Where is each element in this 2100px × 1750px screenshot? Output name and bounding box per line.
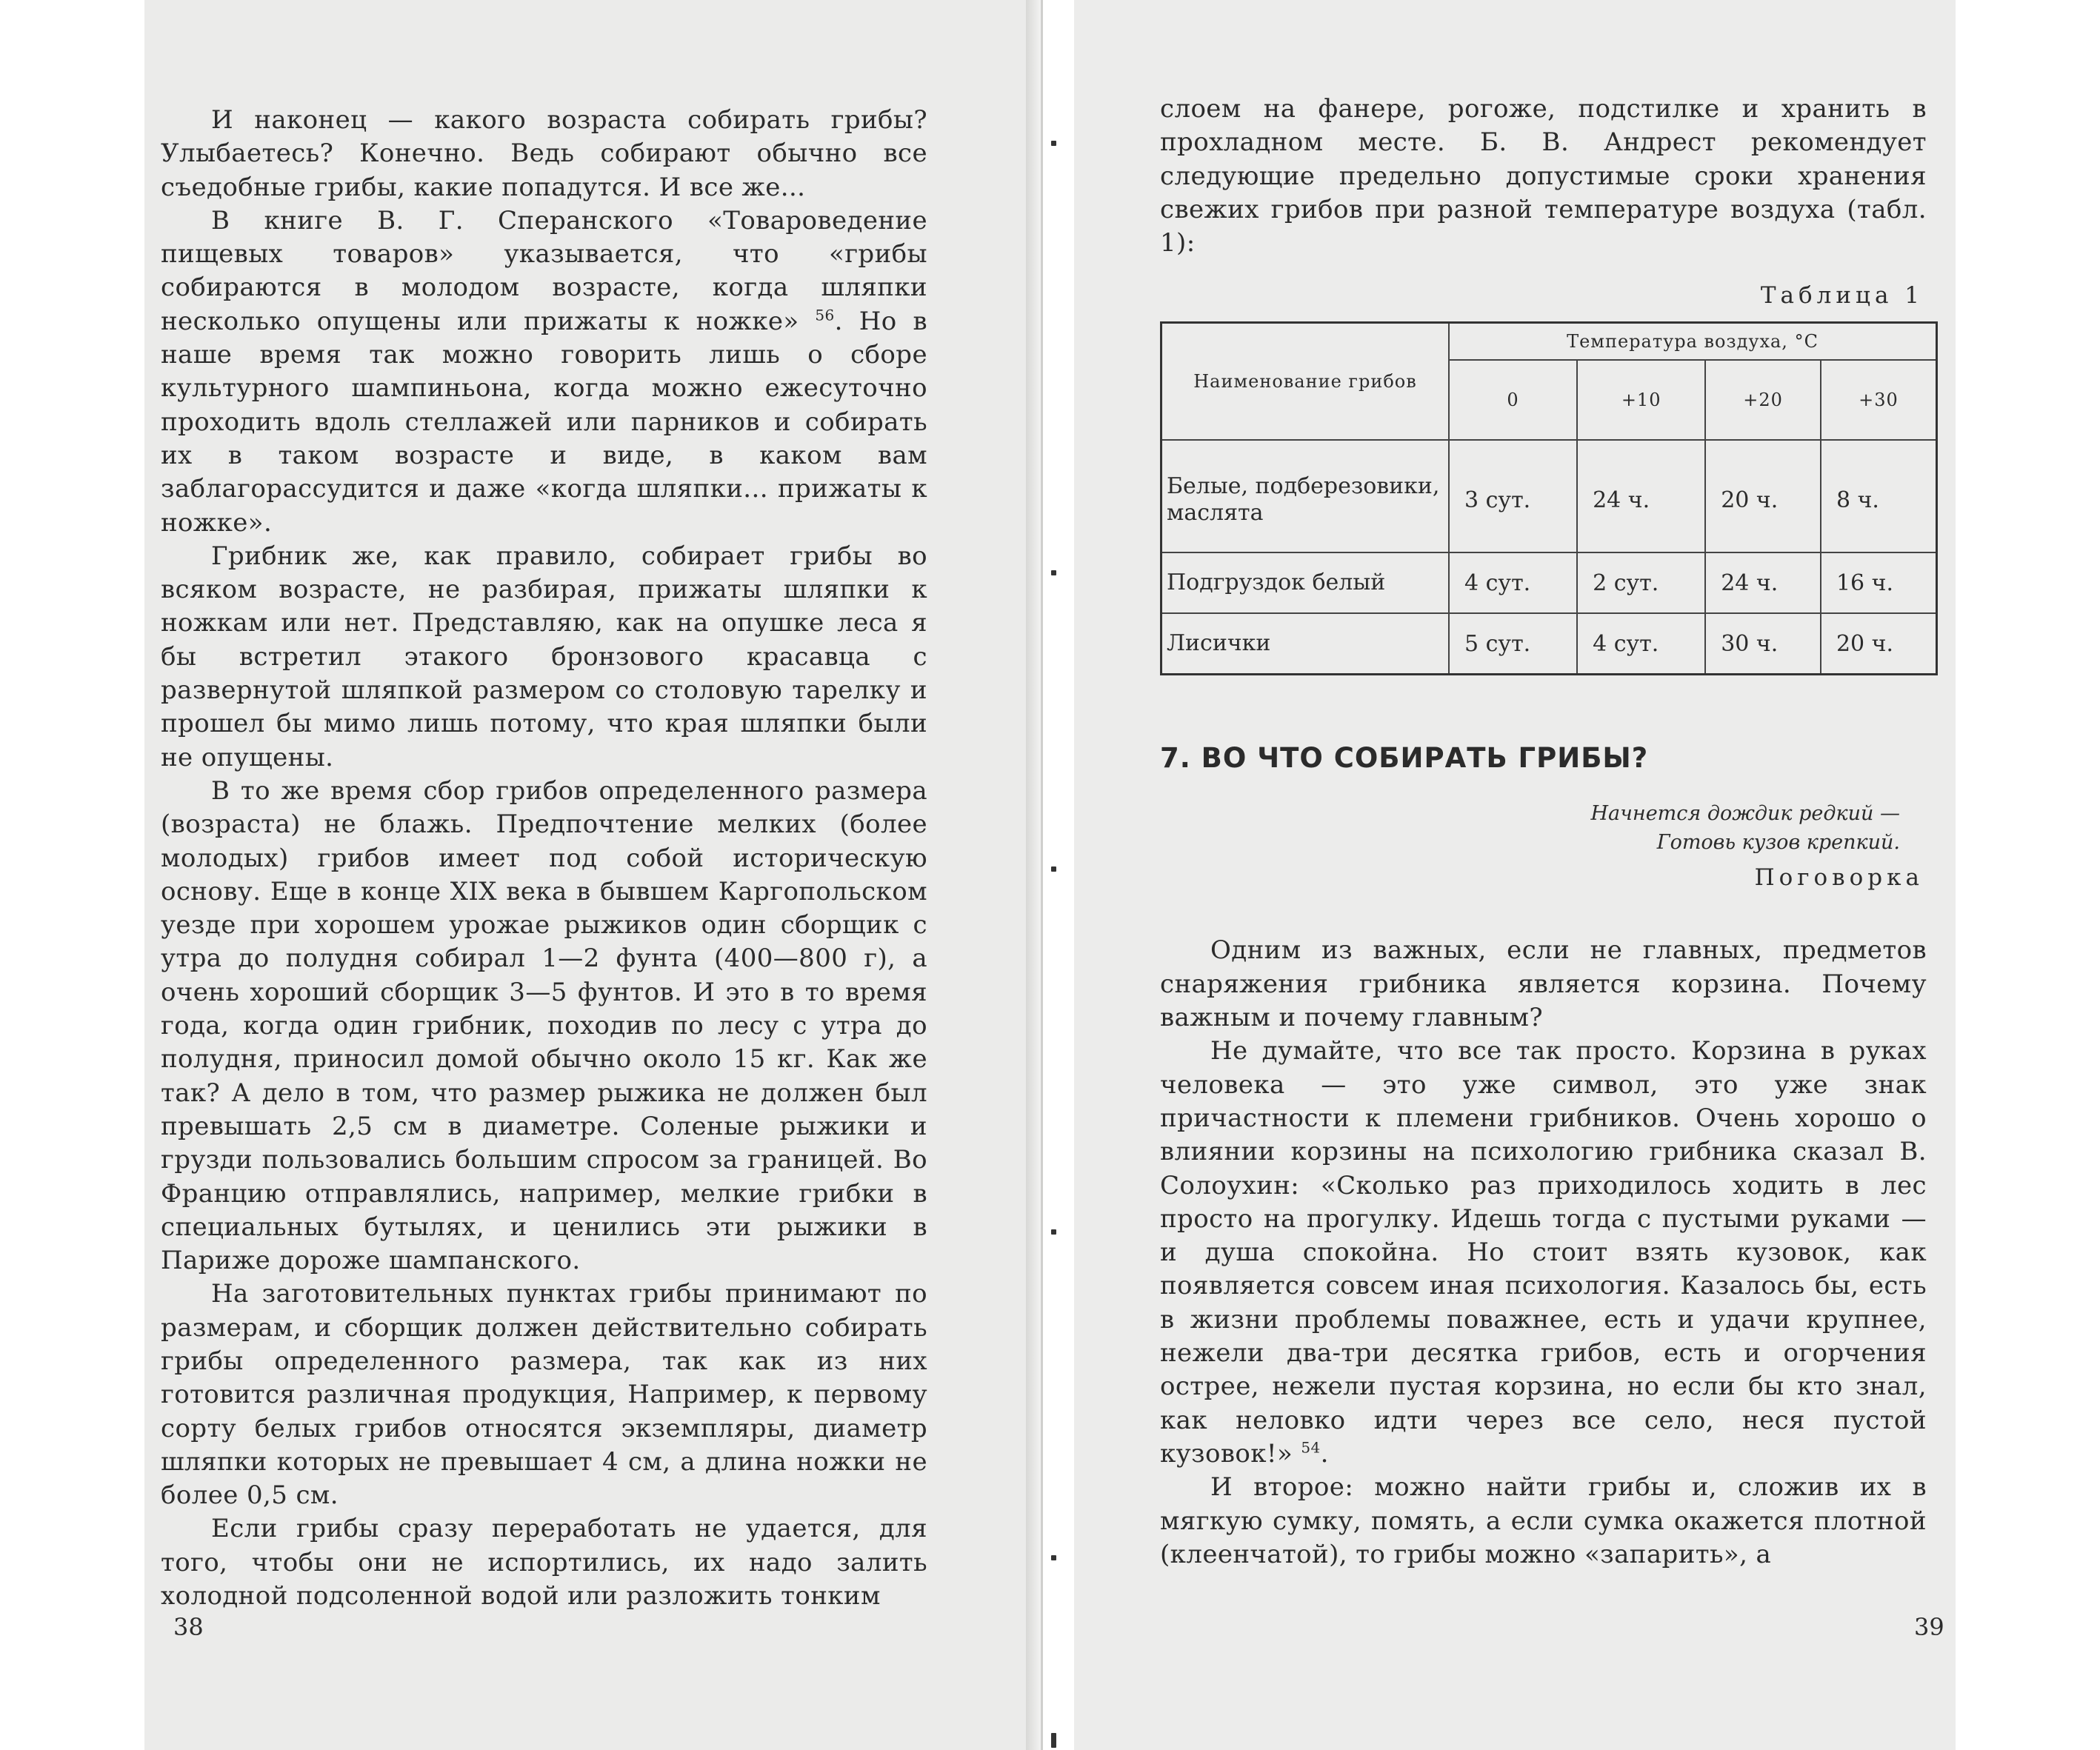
paragraph: Если грибы сразу переработать не удается, для того, чтобы они не испортились, их надо залить холодной подсоленной водой или разложить тонким [161, 1514, 927, 1612]
table-cell: 8 ч. [1821, 440, 1937, 552]
left-page-text [161, 104, 927, 1613]
epigraph [1160, 799, 1900, 857]
table-header-temp: +10 [1577, 360, 1705, 440]
paragraph [161, 204, 927, 540]
paragraph-text: . Но в наше время так можно говорить лишь о сборе культурного шампиньона, когда можно ежесуточно проходить вдоль стеллажей или парников и собирать их в таком возрасте и виде, в каком вам заблагорассудится и даже «когда шляпки... прижаты к ножке». [161, 306, 927, 538]
table-cell: 2 сут. [1577, 552, 1705, 613]
paragraph-text: Не думайте, что все так просто. Корзина в руках человека — это уже символ, это уже знак причастности к племени грибников. Очень хорошо о влиянии корзины на психологию грибника сказал В. Солоухин: «Сколько раз приходилось ходить в лес просто на прогулку. Идешь тогда с пустыми руками — и душа спокойна. Но стоит взять кузовок, как появляется совсем иная психология. Казалось бы, есть в жизни проблемы поважнее, есть и удачи крупнее, нежели два-три десятка грибов, есть и огорчения острее, нежели пустая корзина, но если бы кто знал, как неловко идти через все село, неся пустой кузовок!» [1160, 1036, 1927, 1469]
table-row [1161, 552, 1937, 613]
paragraph-text: . [1320, 1438, 1329, 1469]
table-header-temp: 0 [1449, 360, 1577, 440]
right-page-text [1160, 93, 1927, 1572]
paragraph: На заготовительных пунктах грибы принимают по размерам, и сборщик должен действительно собирать грибы определенного размера, так как из них готовится различная продукция, Например, к первому сорту белых грибов относятся экземпляры, диаметр шляпки которых не превышает 4 см, а длина ножки не более 0,5 см. [161, 1279, 927, 1511]
table-cell: 4 сут. [1449, 552, 1577, 613]
table-cell: 30 ч. [1705, 613, 1821, 675]
table-header-temp: +30 [1821, 360, 1937, 440]
table-cell: 5 сут. [1449, 613, 1577, 675]
paragraph [1160, 1035, 1927, 1471]
table-cell: 20 ч. [1705, 440, 1821, 552]
storage-table [1160, 321, 1938, 675]
table-cell: 24 ч. [1577, 440, 1705, 552]
page-number: 38 [173, 1613, 204, 1641]
table-cell: 24 ч. [1705, 552, 1821, 613]
epigraph-source: Поговорка [1754, 864, 1924, 892]
footnote-ref: 54 [1301, 1438, 1321, 1457]
table-cell: 3 сут. [1449, 440, 1577, 552]
paragraph: И второе: можно найти грибы и, сложив их в мягкую сумку, помять, а если сумка окажется плотной (клеенчатой), то грибы можно «запарить», а [1160, 1472, 1927, 1569]
paragraph: И наконец — какого возраста собирать грибы? Улыбаетесь? Конечно. Ведь собирают обычно все съедобные грибы, какие попадутся. И все же... [161, 105, 927, 202]
mushroom-name: Белые, подберезовики, маслята [1161, 440, 1450, 552]
paragraph: Грибник же, как правило, собирает грибы во всяком возрасте, не разбирая, прижаты шляпки к ножкам или нет. Представляю, как на опушке леса я бы встретил этакого бронзового красавца с развернутой шляпкой размером со столовую тарелку и прошел бы мимо лишь потому, что края шляпки были не опущены. [161, 541, 927, 772]
table-header-temperature: Температура воздуха, °С [1449, 323, 1937, 361]
book-gutter [1041, 0, 1043, 1750]
section-title: 7. ВО ЧТО СОБИРАТЬ ГРИБЫ? [1160, 742, 1649, 775]
table-caption: Таблица 1 [1760, 282, 1924, 310]
mushroom-name: Лисички [1161, 613, 1450, 675]
paragraph: В то же время сбор грибов определенного размера (возраста) не блажь. Предпочтение мелких (более молодых) грибов имеет под собой историческую основу. Еще в конце XIX века в бывшем Каргопольском уезде при хорошем урожае рыжиков один сборщик с утра до полудня собирал 1—2 фунта (400—800 г), а очень хороший сборщик 3—5 фунтов. И это в то время года, когда один грибник, походив по лесу с утра до полудня, приносил домой обычно около 15 кг. Как же так? А дело в том, что размер рыжика не должен был превышать 2,5 см в диаметре. Соленые рыжики и грузди пользовались большим спросом за границей. Во Францию отправлялись, например, мелкие грибки в специальных бутылях, и ценились эти рыжики в Париже дороже шампанского. [161, 775, 927, 1276]
paragraph: Одним из важных, если не главных, предметов снаряжения грибника является корзина. Почему важным и почему главным? [1160, 935, 1927, 1033]
table-header-name: Наименование грибов [1161, 323, 1450, 441]
epigraph-line: Начнется дождик редкий — [1590, 802, 1900, 826]
spine-mark [1051, 1555, 1056, 1560]
mushroom-name: Подгруздок белый [1161, 552, 1450, 613]
table-cell: 16 ч. [1821, 552, 1937, 613]
paragraph: слоем на фанере, рогоже, подстилке и хранить в прохладном месте. Б. В. Андрест рекомендует следующие предельно допустимые сроки хранения свежих грибов при разной температуре воздуха (табл. 1): [1160, 94, 1927, 258]
table-row [1161, 440, 1937, 552]
spine-mark [1051, 570, 1056, 575]
spine-mark [1051, 1229, 1056, 1235]
footnote-ref: 56 [815, 306, 835, 324]
page-number: 39 [1914, 1613, 1944, 1641]
spine-mark [1051, 1733, 1056, 1748]
spine-mark [1051, 866, 1056, 872]
table-cell: 4 сут. [1577, 613, 1705, 675]
epigraph-line: Готовь кузов крепкий. [1656, 831, 1900, 855]
table-header-temp: +20 [1705, 360, 1821, 440]
spine-mark [1051, 141, 1056, 146]
paragraph-text: В книге В. Г. Сперанского «Товароведение пищевых товаров» указывается, что «грибы собираются в молодом возрасте, когда шляпки несколько опущены или прижаты к ножке» [161, 205, 927, 336]
table-cell: 20 ч. [1821, 613, 1937, 675]
table-row [1161, 613, 1937, 675]
